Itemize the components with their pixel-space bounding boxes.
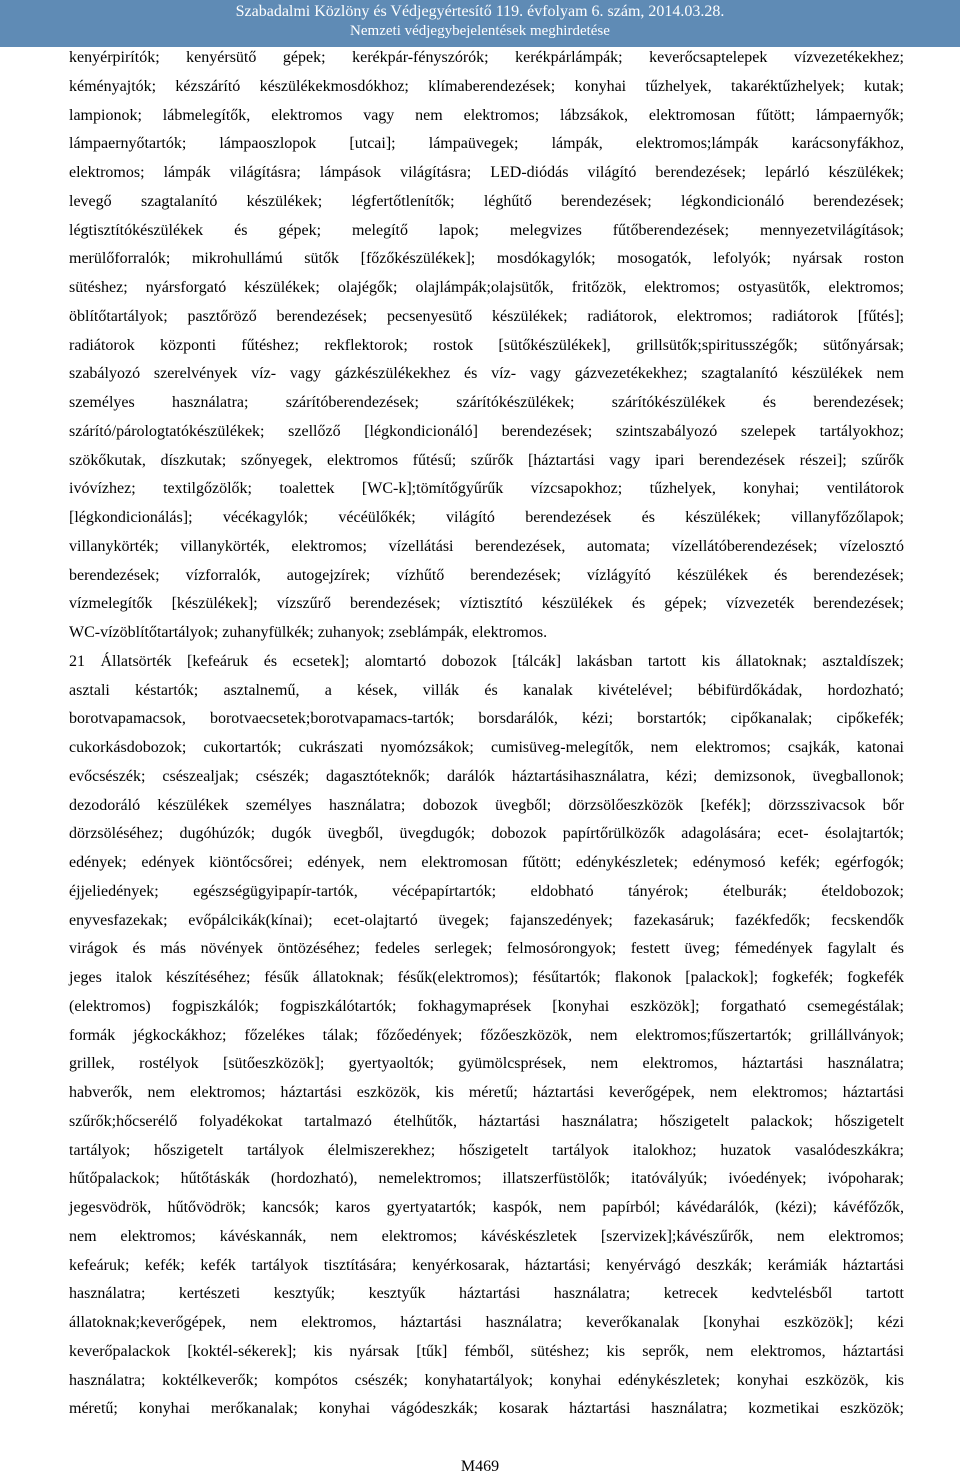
- text-line: WC-vízöblítőtartályok; zuhanyfülkék; zuhanyok; zseblámpák, elektromos.: [69, 624, 548, 641]
- text-line: kefeáruk; kefék; kefék tartályok tisztítására; kenyérkosarak, háztartási; kenyérvágó deszkák; kerámiák háztartási: [69, 1256, 904, 1274]
- text-line: éjjeliedények; egészségügyipapír-tartók, vécépapírtartók; eldobható tányérok; ételburák; ételdobozok;: [69, 882, 904, 900]
- text-line: öblítőtartályok; pasztőröző berendezések; pecsenyesütő készülékek; radiátorok, elektromos; radiátorok [fűtés];: [69, 307, 904, 325]
- text-line: jegesvödrök, hűtővödrök; kancsók; karos gyertyatartók; kaspók, nem papírból; kávédarálók, (kézi); kávéfőzők,: [69, 1199, 904, 1216]
- journal-title: Szabadalmi Közlöny és Védjegyértesítő 119. évfolyam 6. szám, 2014.03.28.: [235, 3, 725, 20]
- document-body: [69, 44, 904, 1424]
- text-line: radiátorok központi fűtéshez; rekflektorok; rostok [sütőkészülékek], grillsütők;spiritusszégők; sütőnyársak;: [69, 336, 904, 354]
- text-line: tartályok; hőszigetelt tartályok élelmiszerekhez; hőszigetelt tartályok italokhoz; huzatok vasalódeszkákra;: [69, 1141, 904, 1159]
- text-line: kenyérpirítók; kenyérsütő gépek; kerékpár-fényszórók; kerékpárlámpák; keverőcsaptelepek vízvezetékekhez;: [69, 49, 904, 66]
- text-line: állatoknak;keverőgépek, nem elektromos, háztartási használatra; keverőkanalak [konyhai eszközök]; kézi: [69, 1314, 904, 1331]
- text-line: keverőpalackok [koktél-sékerek]; kis nyársak [tűk] fémből, sütéshez; kis seprők, nem elektromos, háztartási: [69, 1342, 904, 1360]
- text-line: szabályozó szerelvények víz- vagy gázkészülékekhez és víz- vagy gázvezetékekhez; szagtalanító készülékek nem: [69, 365, 904, 383]
- text-line: 21 Állatsörték [kefeáruk és ecsetek]; alomtartó dobozok [tálcák] lakásban tartott kis állatoknak; asztaldíszek;: [69, 652, 904, 670]
- text-line: villanykörték; villanykörték, elektromos; vízellátási berendezések, automata; vízellátóberendezések; vízelosztó: [69, 537, 904, 555]
- text-line: szűrők;hőcserélő folyadékokat tartalmazó ételhűtők, háztartási használatra; hőszigetelt palackok; hőszigetelt: [69, 1112, 904, 1130]
- text-line: grillek, rostélyok [sütőeszközök]; gyertyaoltók; gyümölcsprések, nem elektromos, háztartási használatra;: [69, 1055, 904, 1073]
- text-line: cukorkásdobozok; cukortartók; cukrászati nyomózsákok; cumisüveg-melegítők, nem elektromos; csajkák, katonai: [69, 739, 904, 756]
- text-line: használatra; kertészeti kesztyűk; kesztyűk háztartási használatra; ketrecek kedvtelésből tartott: [69, 1285, 904, 1303]
- text-line: formák jégkockákhoz; főzelékes tálak; főzőedények; főzőeszközök, nem elektromos;fűszertartók; grillállványok;: [69, 1026, 904, 1044]
- text-line: asztali késtartók; asztalnemű, a kések, villák és kanalak kivételével; bébifürdőkádak, hordozható;: [69, 681, 904, 699]
- text-line: kéményajtók; kézszárító készülékekmosdókhoz; klímaberendezések; konyhai tűzhelyek, takaréktűzhelyek; kutak;: [69, 77, 904, 95]
- text-line: dezodoráló készülékek személyes használatra; dobozok üvegből; dörzsölőeszközök [kefék]; dörzsszivacsok bőr: [69, 796, 904, 814]
- text-line: habverők, nem elektromos; háztartási eszközök, kis méretű; háztartási keverőgépek, nem elektromos; háztartási: [69, 1084, 904, 1101]
- section-title: Nemzeti védjegybejelentések meghirdetése: [350, 23, 610, 39]
- text-line: (elektromos) fogpiszkálók; fogpiszkálótartók; fokhagymaprések [konyhai eszközök]; forgatható csemegéstálak;: [69, 997, 904, 1015]
- text-line: enyvesfazekak; evőpálcikák(kínai); ecet-olajtartó üvegek; fajanszedények; fazekasáruk; fazékfedők; fecskendők: [69, 911, 904, 929]
- text-line: borotvapamacsok, borotvaecsetek;borotvapamacs-tartók; borsdarálók, kézi; borstartók; cipőkanalak; cipőkefék;: [69, 710, 904, 728]
- text-line: személyes használatra; szárítóberendezések; szárítókészülékek; szárítókészülékek és berendezések;: [69, 394, 904, 411]
- text-line: merülőforralók; mikrohullámú sütők [főzőkészülékek]; mosdókagylók; mosogatók, lefolyók; nyársak roston: [69, 250, 904, 268]
- text-line: virágok és más növények öntözéséhez; fedeles serlegek; felmosórongyok; festett üveg; fémedények fagylalt és: [69, 940, 904, 958]
- text-line: nem elektromos; kávéskannák, nem elektromos; kávéskészletek [szervizek];kávészűrők, nem elektromos;: [69, 1227, 904, 1245]
- text-line: lámpaernyőtartók; lámpaoszlopok [utcai]; lámpaüvegek; lámpák, elektromos;lámpák karácsonyfákhoz,: [69, 135, 904, 153]
- text-line: jeges italok készítéséhez; fésűk állatoknak; fésűk(elektromos); fésűtartók; flakonok [palackok]; fogkefék; fogkefék: [69, 969, 904, 986]
- text-line: dörzsöléséhez; dugóhúzók; dugók üvegből, üvegdugók; dobozok papírtőrülközők adagolására; ecet- ésolajtartók;: [69, 825, 904, 843]
- text-line: méretű; konyhai merőkanalak; konyhai vágódeszkák; kosarak háztartási használatra; kozmetikai eszközök;: [69, 1400, 904, 1418]
- page-number: M469: [460, 1458, 500, 1475]
- text-line: berendezések; vízforralók, autogejzírek; vízhűtő berendezések; vízlágyító készülékek és berendezések;: [69, 566, 904, 584]
- text-line: evőcsészék; csészealjak; csészék; dagasztóteknők; darálók háztartásihasználatra, kézi; demizsonok, üvegballonok;: [69, 767, 904, 785]
- text-line: légtisztítókészülékek és gépek; melegítő lapok; melegvizes fűtőberendezések; mennyezetvilágítások;: [69, 221, 904, 239]
- text-line: lampionok; lábmelegítők, elektromos vagy nem elektromos; lábzsákok, elektromosan fűtött; lámpaernyők;: [69, 106, 904, 124]
- text-line: szökőkutak, díszkutak; szőnyegek, elektromos fűtésű; szűrők [háztartási vagy ipari berendezések részei]; szűrők: [69, 451, 904, 469]
- text-line: vízmelegítők [készülékek]; vízszűrő berendezések; víztisztító készülékek és gépek; vízvezeték berendezések;: [69, 595, 904, 613]
- text-line: hűtőpalackok; hűtőtáskák (hordozható), nemelektromos; illatszerfüstölők; itatóvályúk; ivóedények; ivópoharak;: [69, 1170, 904, 1188]
- text-line: edények; edények kiöntőcsőrei; edények, nem elektromosan fűtött; edénykészletek; edénymosó kefék; egérfogók;: [69, 854, 904, 871]
- text-line: levegő szagtalanító készülékek; légfertőtlenítők; léghűtő berendezések; légkondicionáló berendezések;: [69, 192, 904, 210]
- text-line: ivóvízhez; textilgőzölők; toalettek [WC-k];tömítőgyűrűk vízcsapokhoz; tűzhelyek, konyhai; ventilátorok: [69, 480, 904, 498]
- text-line: szárító/párologtatókészülékek; szellőző [légkondicionáló] berendezések; szintszabályozó szelepek tartályokhoz;: [69, 422, 904, 440]
- text-line: sütéshez; nyársforgató készülékek; olajégők; olajlámpák;olajsütők, fritőzök, elektromos; ostyasütők, elektromos;: [69, 279, 904, 296]
- text-line: elektromos; lámpák világításra; lámpások világításra; LED-diódás világító berendezések; lepárló készülékek;: [69, 164, 904, 181]
- text-line: [légkondicionálás]; vécékagylók; vécéülőkék; világító berendezések és készülékek; villanyfőzőlapok;: [69, 509, 904, 526]
- text-line: használatra; koktélkeverők; kompótos csészék; konyhatartályok; konyhai edénykészletek; konyhai eszközök, kis: [69, 1371, 904, 1389]
- page-header: [0, 0, 960, 47]
